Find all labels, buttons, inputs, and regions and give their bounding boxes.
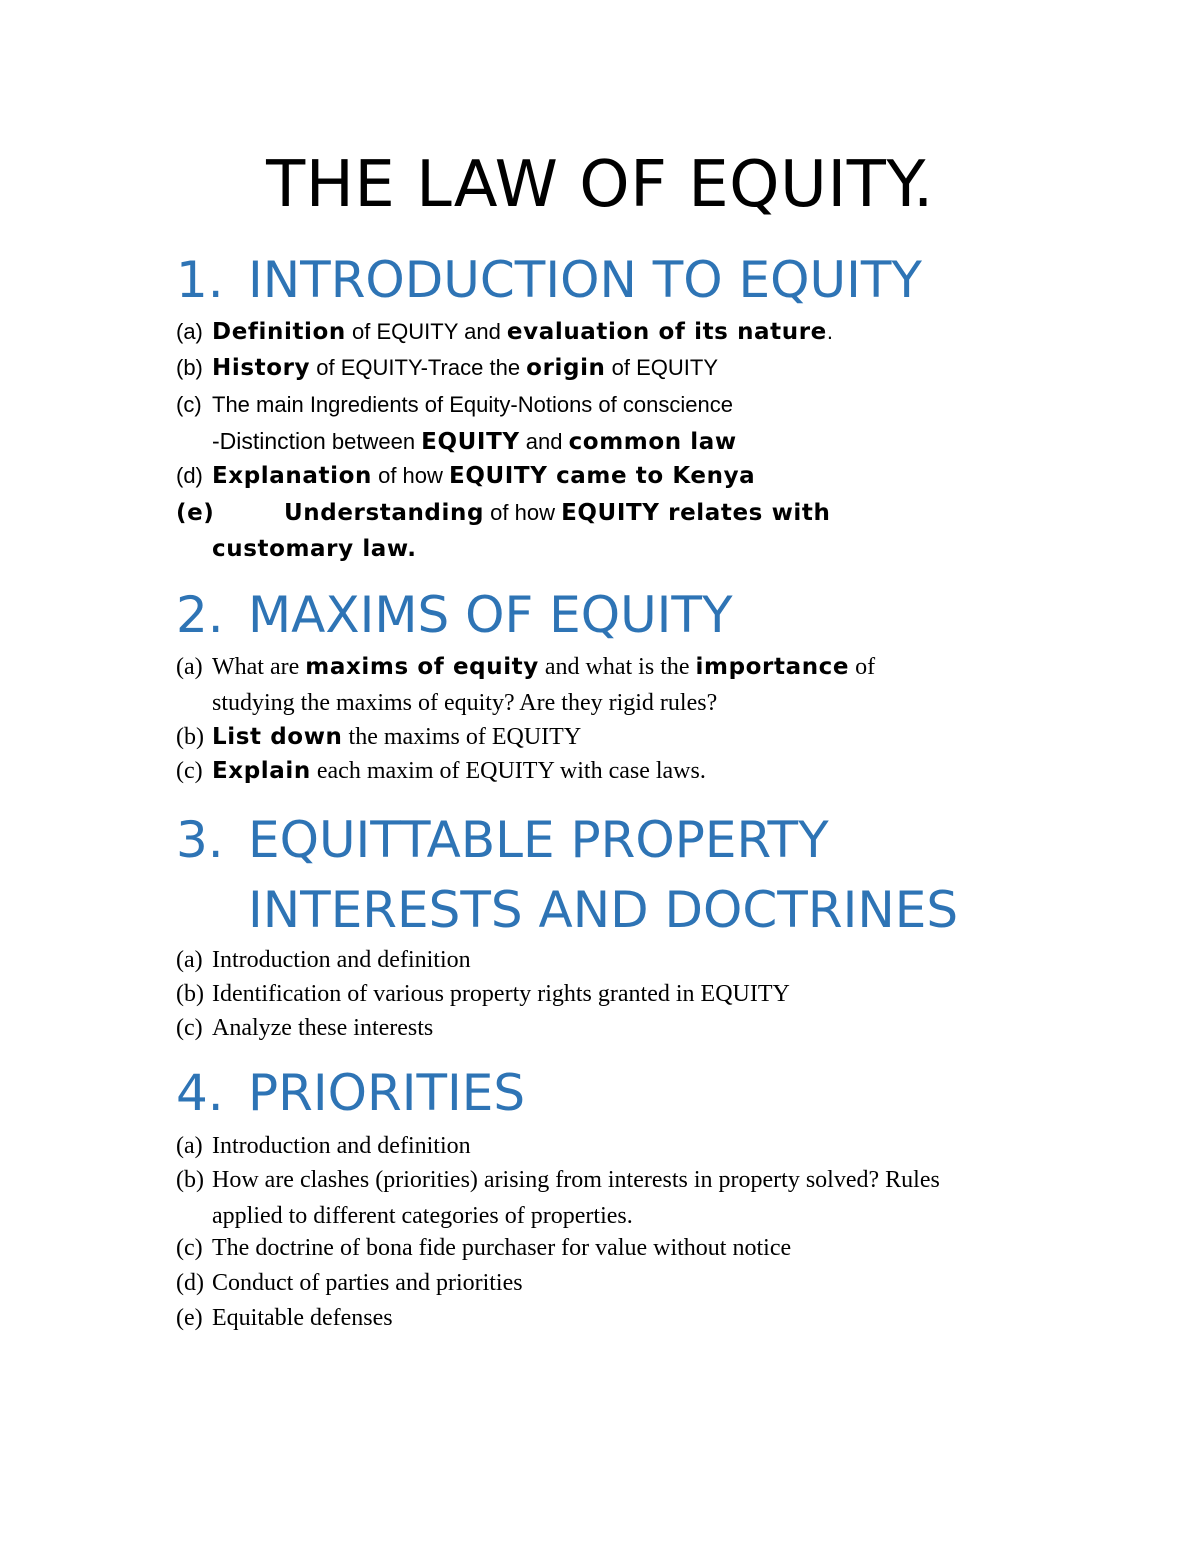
item-label: (c) [176,1015,203,1041]
bold-text: EQUITY relates with [561,500,831,526]
item-text: studying the maxims of equity? Are they rigid rules? [212,690,718,716]
item-text: Analyze these interests [212,1015,434,1041]
list-item [176,458,1076,494]
section-number: 1. [176,251,224,309]
section-heading-property [176,805,958,945]
item-text: and [519,429,569,454]
bold-text: Explain [212,758,311,784]
list-item [176,314,1076,350]
item-label: (a) [176,947,203,973]
item-text: of EQUITY-Trace the [310,355,527,380]
bold-text: common law [568,429,737,455]
list-item [176,1265,1076,1301]
list-item [176,1010,1076,1046]
bold-text: evaluation of its nature [506,319,827,345]
bold-text: customary law. [212,536,417,562]
bold-text: EQUITY [421,429,520,455]
item-text: the maxims of EQUITY [342,724,582,750]
item-label: (a) [176,1133,203,1159]
section-heading-introduction [176,245,922,315]
item-text: Introduction and definition [212,1133,471,1159]
item-text: and what is the [538,654,696,680]
item-label: (b) [176,355,203,380]
item-text: between [325,429,422,454]
item-text: of [849,654,876,680]
section-number: 3. [176,811,224,869]
bold-text: List down [212,724,343,750]
item-text: The main Ingredients of Equity-Notions of conscience [212,392,733,417]
item-label: (b) [176,1167,204,1193]
item-label: (c) [176,392,202,417]
section-number: 2. [176,586,224,644]
item-label: (e) [176,1305,203,1331]
bold-text: maxims of equity [305,654,539,680]
item-label: (c) [176,758,203,784]
item-label: (b) [176,981,204,1007]
item-label: (a) [176,654,203,680]
item-text: How are clashes (priorities) arising from interests in property solved? Rules [212,1167,940,1193]
bold-text: origin [526,355,606,381]
list-item [176,942,1076,978]
list-item [176,649,1076,721]
bold-text: Explanation [212,463,372,489]
item-text: -Distinction [212,428,326,454]
list-item [176,1128,1076,1164]
list-item [176,495,1076,567]
section-heading-priorities [176,1058,525,1128]
item-text: Introduction and definition [212,947,471,973]
list-item [176,753,1076,789]
item-text: each maxim of EQUITY with case laws. [310,758,706,784]
list-item [176,719,1076,755]
item-text: Identification of various property rights granted in EQUITY [212,981,790,1007]
bold-text: Understanding [284,500,485,526]
list-item [176,350,1076,386]
list-item [176,387,1076,460]
bold-text: importance [695,654,850,680]
section-title: INTRODUCTION TO EQUITY [248,251,922,309]
item-text: of EQUITY and [345,319,507,344]
item-label: (e) [176,500,215,526]
list-item [176,1230,1076,1266]
list-item [176,976,1076,1012]
item-label: (d) [176,1270,204,1296]
section-title: PRIORITIES [248,1064,526,1122]
section-title: MAXIMS OF EQUITY [248,586,733,644]
section-number: 4. [176,1064,224,1122]
item-label: (c) [176,1235,203,1261]
item-label: (d) [176,463,203,488]
section-title-line2: INTERESTS AND DOCTRINES [248,881,959,939]
item-text: What are [212,654,306,680]
item-text: . [826,319,833,344]
list-item [176,1162,1076,1234]
item-label: (b) [176,724,204,750]
item-text: of how [484,500,562,525]
item-text: The doctrine of bona fide purchaser for value without notice [212,1235,792,1261]
list-item [176,1300,1076,1336]
bold-text: Definition [212,319,346,345]
item-text: of how [371,463,450,488]
section-heading-maxims [176,580,733,650]
item-text: Equitable defenses [212,1305,393,1331]
item-text: of EQUITY [605,355,719,380]
item-text: applied to different categories of properties. [212,1203,633,1229]
item-label: (a) [176,319,203,344]
section-title: EQUITTABLE PROPERTY [248,811,829,869]
bold-text: EQUITY came to Kenya [449,463,756,489]
item-text: Conduct of parties and priorities [212,1270,523,1296]
bold-text: History [212,355,311,381]
document-title: THE LAW OF EQUITY. [266,148,934,222]
